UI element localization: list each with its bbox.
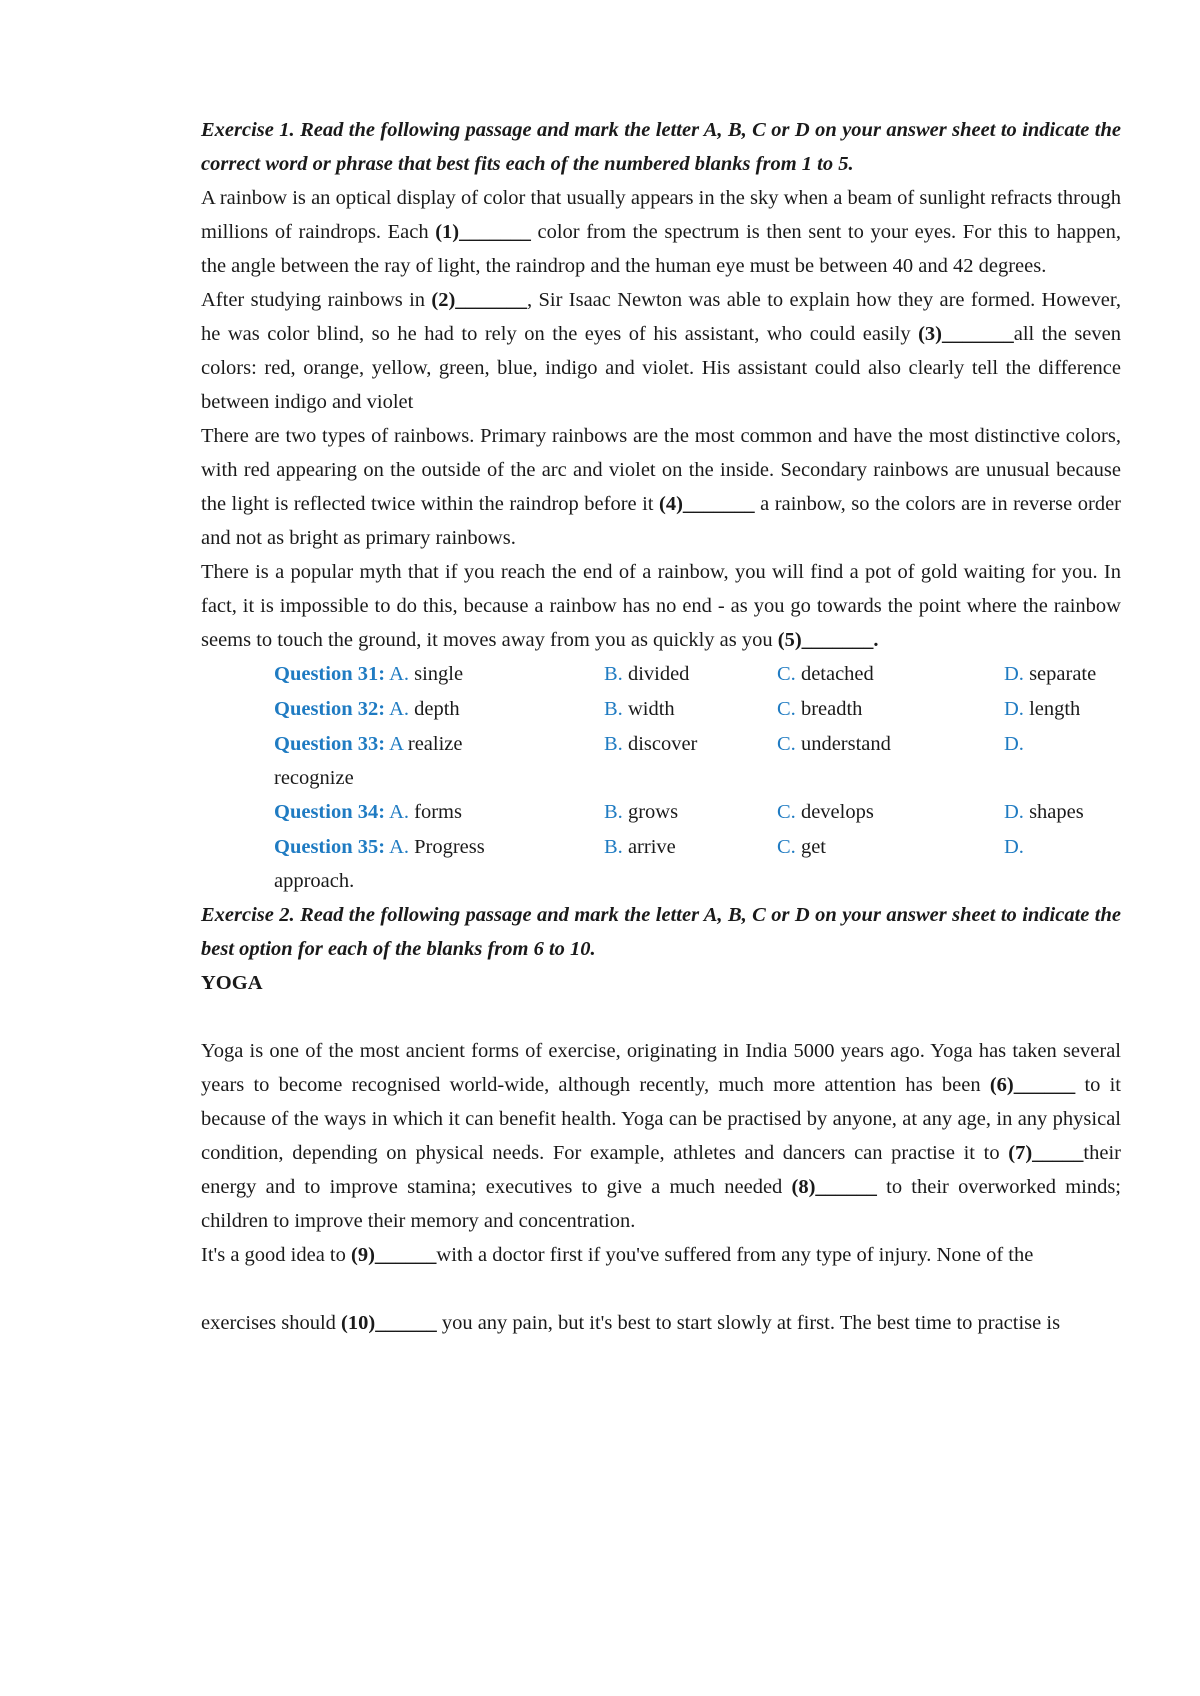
question-label: Question 32: [274, 698, 386, 720]
option-c [777, 692, 862, 726]
option-a [274, 727, 463, 761]
exercise1-instruction: Exercise 1. Read the following passage and mark the letter A, B, C or D on your answer sheet to indicate the correct word or phrase that best fits each of the numbered blanks from 1 to 5. [201, 119, 1121, 175]
question-row [274, 657, 1121, 692]
option-text: depth [409, 698, 460, 720]
blank-6: (6)______ [989, 1074, 1076, 1096]
option-letter: D. [1004, 836, 1024, 858]
option-text: discover [622, 733, 698, 755]
blank-9: (9)______ [351, 1244, 437, 1266]
question-label: Question 35: [274, 836, 386, 858]
text: It's a good idea to [201, 1244, 352, 1266]
option-d [1004, 795, 1084, 829]
exercise1-paragraph-1 [201, 181, 1121, 283]
text: to it because of the ways in which it can benefit health. Yoga can be practised by anyone, at any age, in any physical condition, depending on physical needs. For example, athletes and dancers can practise it to [201, 1074, 1121, 1164]
option-text: forms [409, 801, 462, 823]
option-d [1004, 830, 1024, 864]
blank-3: (3)_______ [918, 323, 1014, 345]
option-text: shapes [1023, 801, 1084, 823]
option-letter: C. [777, 663, 796, 685]
exercise2-instruction: Exercise 2. Read the following passage and mark the letter A, B, C or D on your answer sheet to indicate the best option for each of the blanks from 6 to 10. [201, 904, 1121, 960]
spacer [201, 1000, 1121, 1034]
option-letter: A. [389, 663, 409, 685]
blank-7: (7)_____ [1008, 1142, 1084, 1164]
text: There is a popular myth that if you reach the end of a rainbow, you will find a pot of gold waiting for you. In fact, it is impossible to do this, because a rainbow has no end - as you go towards the point where the rainbow seems to touch the ground, it moves away from you as quickly as you [201, 561, 1121, 651]
question-row [274, 727, 1121, 795]
option-letter: C. [777, 836, 796, 858]
question-list [201, 657, 1121, 898]
option-letter: A. [389, 836, 409, 858]
text: There are two types of rainbows. Primary rainbows are the most common and have the most distinctive colors, with red appearing on the outside of the arc and violet on the inside. Secondary rainbows are unusual because the light is reflected twice within the raindrop before it [201, 425, 1121, 515]
option-b [604, 727, 697, 761]
option-text: develops [795, 801, 874, 823]
text: with a doctor first if you've suffered from any type of injury. None of the [436, 1244, 1034, 1266]
option-d [1004, 657, 1096, 691]
text: exercises should [201, 1312, 342, 1334]
option-letter: B. [604, 733, 623, 755]
blank-8: (8)______ [791, 1176, 877, 1198]
option-letter: D. [1004, 733, 1024, 755]
option-b [604, 830, 676, 864]
blank-1: (1)_______ [435, 221, 531, 243]
spacer [201, 1272, 1121, 1306]
option-letter: B. [604, 698, 623, 720]
option-text: divided [622, 663, 690, 685]
question-label: Question 31: [274, 663, 386, 685]
option-letter: D. [1004, 801, 1024, 823]
blank-2: (2)_______ [431, 289, 528, 311]
option-d [1004, 692, 1080, 726]
text: you any pain, but it's best to start slowly at first. The best time to practise is [436, 1312, 1061, 1334]
option-letter: A [389, 733, 403, 755]
exercise1-paragraph-4 [201, 555, 1121, 657]
exercise1-paragraph-2 [201, 283, 1121, 419]
question-label: Question 33: [274, 733, 386, 755]
passage-title: YOGA [201, 972, 263, 994]
option-letter: A. [389, 801, 409, 823]
option-b [604, 795, 678, 829]
option-text: arrive [622, 836, 676, 858]
option-text: length [1023, 698, 1081, 720]
document-page [201, 113, 1121, 1340]
option-a [274, 795, 462, 829]
option-letter: C. [777, 801, 796, 823]
option-letter: A. [389, 698, 409, 720]
option-text: detached [795, 663, 874, 685]
option-a [274, 657, 463, 691]
question-row [274, 830, 1121, 898]
option-text: width [622, 698, 675, 720]
option-text: single [409, 663, 464, 685]
text: to their overworked minds; children to improve their memory and concentration. [201, 1176, 1122, 1232]
exercise1-paragraph-3 [201, 419, 1121, 555]
option-text: separate [1023, 663, 1097, 685]
option-a [274, 830, 485, 864]
option-letter: B. [604, 663, 623, 685]
option-d [1004, 727, 1024, 761]
text: After studying rainbows in [201, 289, 432, 311]
exercise2-paragraph-1 [201, 1034, 1121, 1238]
exercise2-paragraph-3 [201, 1306, 1121, 1340]
text: , Sir Isaac Newton was able to explain how they are formed. However, he was color blind, so he had to rely on the eyes of his assistant, who could easily [201, 289, 1121, 345]
option-letter: B. [604, 801, 623, 823]
option-text: breadth [795, 698, 863, 720]
option-b [604, 692, 675, 726]
text: all the seven colors: red, orange, yellow, green, blue, indigo and violet. His assistant could also clearly tell the difference between indigo and violet [201, 323, 1121, 413]
option-letter: B. [604, 836, 623, 858]
option-text: understand [795, 733, 891, 755]
question-row [274, 795, 1121, 830]
option-letter: C. [777, 698, 796, 720]
text: Yoga is one of the most ancient forms of exercise, originating in India 5000 years ago. Yoga has taken several years to become recognised world-wide, although recently, much more attention has been [201, 1040, 1121, 1096]
blank-5: (5)_______. [777, 629, 879, 651]
option-letter: C. [777, 733, 796, 755]
option-c [777, 830, 826, 864]
option-d-text-wrapped: approach. [274, 870, 355, 892]
blank-10: (10)______ [341, 1312, 437, 1334]
text: A rainbow is an optical display of color that usually appears in the sky when a beam of sunlight refracts through millions of raindrops. Each [201, 187, 1121, 243]
exercise2-paragraph-2 [201, 1238, 1121, 1272]
option-a [274, 692, 460, 726]
option-text: get [795, 836, 826, 858]
option-b [604, 657, 689, 691]
option-c [777, 727, 891, 761]
question-row [274, 692, 1121, 727]
blank-4: (4)_______ [659, 493, 755, 515]
text: a rainbow, so the colors are in reverse order and not as bright as primary rainbows. [201, 493, 1122, 549]
option-c [777, 795, 874, 829]
text: color from the spectrum is then sent to your eyes. For this to happen, the angle between the ray of light, the raindrop and the human eye must be between 40 and 42 degrees. [201, 221, 1121, 277]
option-letter: D. [1004, 698, 1024, 720]
option-text: grows [622, 801, 679, 823]
option-text: realize [402, 733, 463, 755]
text: their energy and to improve stamina; executives to give a much needed [201, 1142, 1121, 1198]
option-c [777, 657, 874, 691]
option-letter: D. [1004, 663, 1024, 685]
option-text: Progress [409, 836, 485, 858]
question-label: Question 34: [274, 801, 386, 823]
option-d-text-wrapped: recognize [274, 767, 354, 789]
